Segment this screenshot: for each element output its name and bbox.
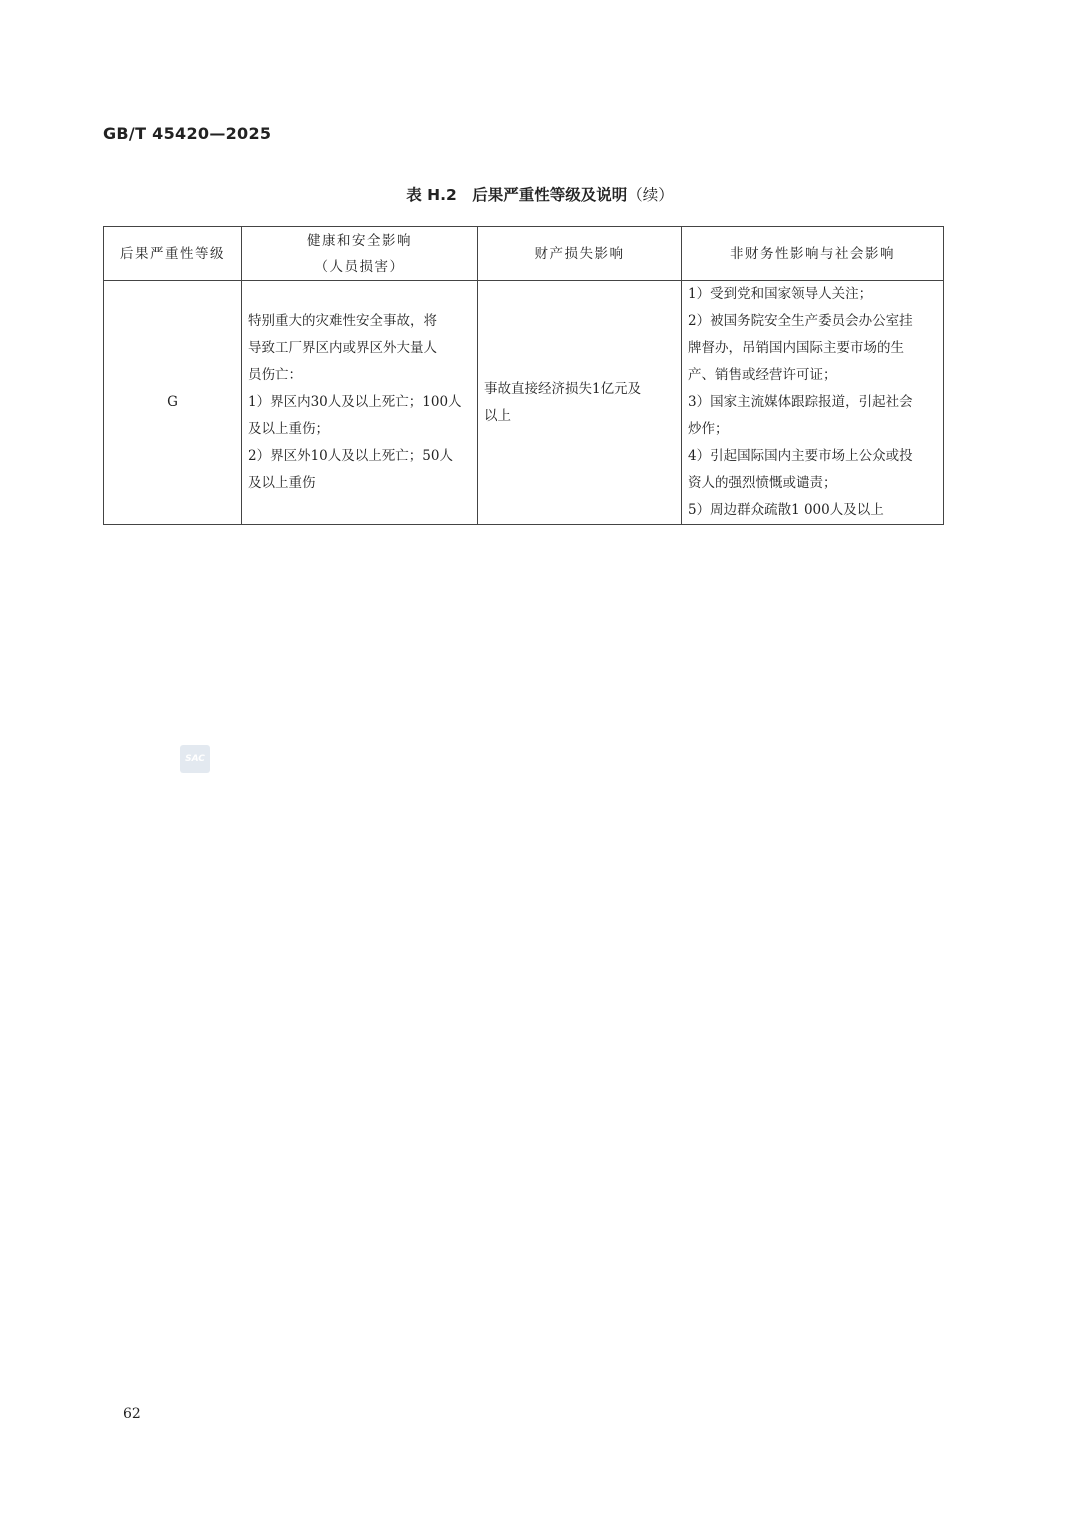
- health-line: 及以上重伤；: [248, 421, 329, 437]
- header-level: 后果严重性等级: [104, 227, 242, 281]
- table-caption-continued: （续）: [627, 186, 674, 204]
- table-caption-title: 表 H.2 后果严重性等级及说明: [406, 186, 628, 204]
- social-line: 炒作；: [688, 421, 729, 437]
- health-line: 及以上重伤: [248, 475, 316, 491]
- sac-watermark-logo: SAC: [180, 745, 210, 773]
- cell-property: [478, 281, 682, 525]
- header-health: [242, 227, 478, 281]
- social-line: 1）受到党和国家领导人关注；: [688, 286, 873, 302]
- health-line: 特别重大的灾难性安全事故，将: [248, 313, 437, 329]
- social-line: 资人的强烈愤慨或谴责；: [688, 475, 837, 491]
- table-caption: [0, 183, 1080, 205]
- social-line: 产、销售或经营许可证；: [688, 367, 837, 383]
- health-line: 导致工厂界区内或界区外大量人: [248, 340, 437, 356]
- header-social: 非财务性影响与社会影响: [682, 227, 944, 281]
- social-line: 4）引起国际国内主要市场上公众或投: [688, 448, 913, 464]
- standard-code: GB/T 45420—2025: [103, 124, 272, 143]
- health-line: 2）界区外10人及以上死亡；50人: [248, 448, 453, 464]
- table-row: [104, 281, 944, 525]
- health-line: 员伤亡：: [248, 367, 302, 383]
- property-line: 事故直接经济损失1亿元及: [484, 380, 642, 397]
- table-header-row: [104, 227, 944, 281]
- social-line: 3）国家主流媒体跟踪报道，引起社会: [688, 394, 913, 410]
- severity-table: [103, 226, 944, 525]
- cell-level: G: [104, 281, 242, 525]
- health-line: 1）界区内30人及以上死亡；100人: [248, 394, 462, 410]
- header-health-line1: 健康和安全影响: [307, 232, 412, 249]
- header-health-line2: （人员损害）: [314, 258, 405, 275]
- header-property: 财产损失影响: [478, 227, 682, 281]
- cell-social: [682, 281, 944, 525]
- social-line: 牌督办，吊销国内国际主要市场的生: [688, 340, 904, 356]
- property-line: 以上: [484, 407, 511, 424]
- cell-health: [242, 281, 478, 525]
- social-line: 5）周边群众疏散1 000人及以上: [688, 502, 884, 518]
- social-line: 2）被国务院安全生产委员会办公室挂: [688, 313, 913, 329]
- page-number: 62: [123, 1406, 141, 1422]
